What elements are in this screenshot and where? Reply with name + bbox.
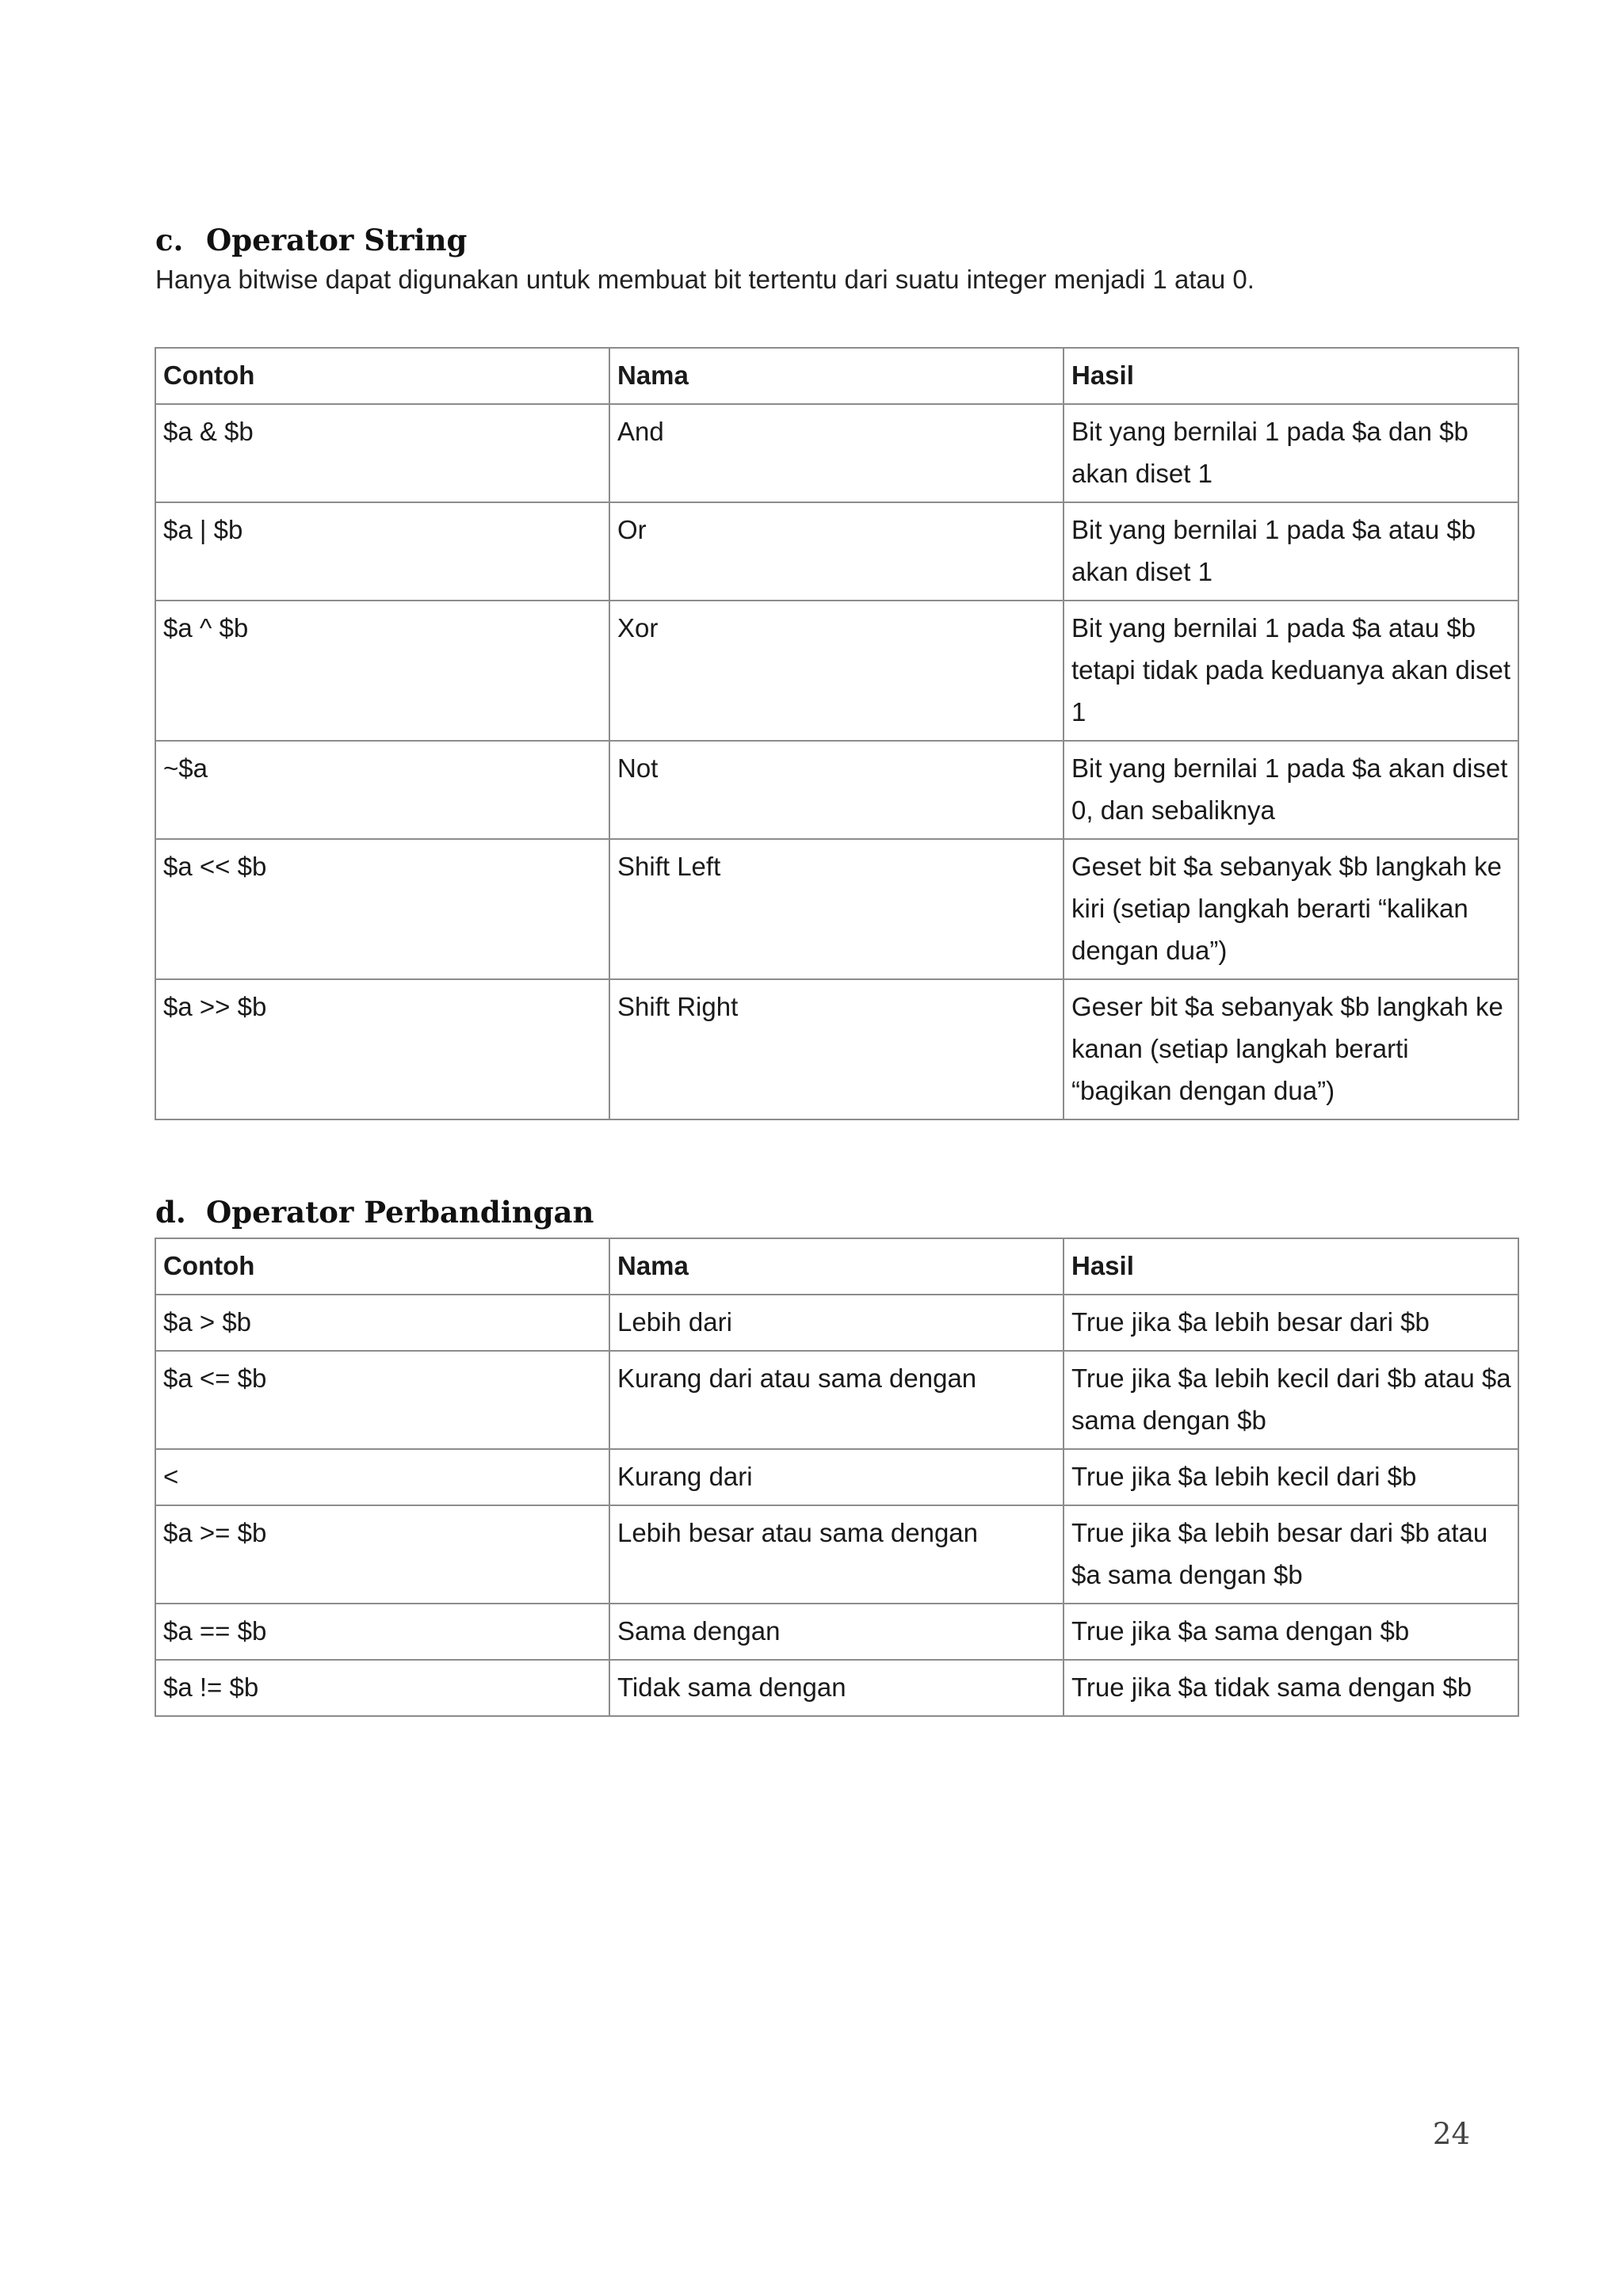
table-row: [155, 1351, 1518, 1449]
page-number: 24: [1432, 2117, 1470, 2151]
cell-nama: Lebih dari: [609, 1295, 1064, 1351]
section-c-description: Hanya bitwise dapat digunakan untuk membuat bit tertentu dari suatu integer menjadi 1 atau 0.: [155, 265, 1254, 294]
cell-hasil: True jika $a lebih besar dari $b: [1064, 1295, 1518, 1351]
table-row: [155, 1449, 1518, 1505]
cell-hasil: True jika $a lebih kecil dari $b: [1064, 1449, 1518, 1505]
operator-string-table: [155, 347, 1519, 1120]
table-row: [155, 1604, 1518, 1660]
header-hasil: Hasil: [1064, 348, 1518, 404]
table-row: [155, 404, 1518, 502]
cell-nama: Xor: [609, 601, 1064, 741]
cell-contoh: $a >= $b: [155, 1505, 609, 1604]
header-hasil: Hasil: [1064, 1238, 1518, 1295]
cell-hasil: Geser bit $a sebanyak $b langkah ke kanan (setiap langkah berarti “bagikan dengan dua”): [1064, 979, 1518, 1119]
cell-contoh: $a | $b: [155, 502, 609, 601]
cell-nama: And: [609, 404, 1064, 502]
header-nama: Nama: [609, 348, 1064, 404]
cell-hasil: Bit yang bernilai 1 pada $a akan diset 0, dan sebaliknya: [1064, 741, 1518, 839]
table-row: [155, 502, 1518, 601]
cell-nama: Tidak sama dengan: [609, 1660, 1064, 1716]
table-row: [155, 601, 1518, 741]
cell-contoh: $a != $b: [155, 1660, 609, 1716]
header-nama: Nama: [609, 1238, 1064, 1295]
table-header-row: [155, 348, 1518, 404]
operator-perbandingan-table: [155, 1238, 1519, 1717]
table-row: [155, 1660, 1518, 1716]
section-d-title: Operator Perbandingan: [206, 1195, 594, 1230]
section-d-letter: d.: [155, 1195, 186, 1230]
cell-nama: Sama dengan: [609, 1604, 1064, 1660]
cell-hasil: True jika $a tidak sama dengan $b: [1064, 1660, 1518, 1716]
section-c-heading: [155, 223, 467, 257]
table-row: [155, 979, 1518, 1119]
cell-hasil: Bit yang bernilai 1 pada $a atau $b akan diset 1: [1064, 502, 1518, 601]
cell-contoh: $a <= $b: [155, 1351, 609, 1449]
table-row: [155, 1295, 1518, 1351]
cell-hasil: Geset bit $a sebanyak $b langkah ke kiri (setiap langkah berarti “kalikan dengan dua”): [1064, 839, 1518, 979]
header-contoh: Contoh: [155, 1238, 609, 1295]
cell-nama: Kurang dari atau sama dengan: [609, 1351, 1064, 1449]
cell-contoh: $a > $b: [155, 1295, 609, 1351]
table-row: [155, 1505, 1518, 1604]
cell-nama: Shift Right: [609, 979, 1064, 1119]
cell-hasil: Bit yang bernilai 1 pada $a dan $b akan diset 1: [1064, 404, 1518, 502]
cell-nama: Kurang dari: [609, 1449, 1064, 1505]
cell-contoh: $a & $b: [155, 404, 609, 502]
cell-nama: Not: [609, 741, 1064, 839]
cell-hasil: True jika $a lebih besar dari $b atau $a sama dengan $b: [1064, 1505, 1518, 1604]
table-header-row: [155, 1238, 1518, 1295]
section-c-letter: c.: [155, 223, 184, 257]
section-c-title: Operator String: [206, 223, 468, 257]
cell-contoh: $a << $b: [155, 839, 609, 979]
table-row: [155, 839, 1518, 979]
cell-nama: Lebih besar atau sama dengan: [609, 1505, 1064, 1604]
cell-contoh: <: [155, 1449, 609, 1505]
cell-nama: Shift Left: [609, 839, 1064, 979]
cell-hasil: True jika $a sama dengan $b: [1064, 1604, 1518, 1660]
section-d-heading: [155, 1195, 594, 1230]
cell-contoh: $a == $b: [155, 1604, 609, 1660]
table-row: [155, 741, 1518, 839]
cell-hasil: Bit yang bernilai 1 pada $a atau $b tetapi tidak pada keduanya akan diset 1: [1064, 601, 1518, 741]
header-contoh: Contoh: [155, 348, 609, 404]
cell-contoh: $a ^ $b: [155, 601, 609, 741]
cell-nama: Or: [609, 502, 1064, 601]
cell-hasil: True jika $a lebih kecil dari $b atau $a sama dengan $b: [1064, 1351, 1518, 1449]
cell-contoh: $a >> $b: [155, 979, 609, 1119]
cell-contoh: ~$a: [155, 741, 609, 839]
